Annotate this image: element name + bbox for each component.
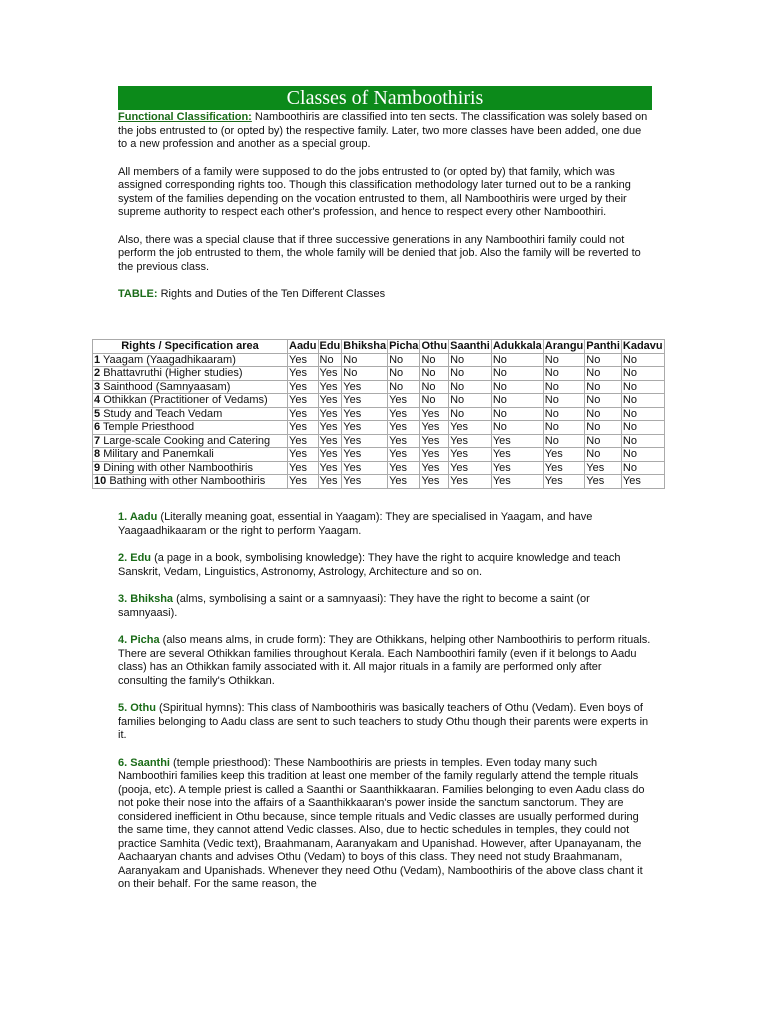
class-item-name: Picha (130, 634, 160, 646)
row-spec-text: Temple Priesthood (102, 421, 195, 433)
class-item-text: (a page in a book, symbolising knowledge): They have the right to acquire knowledge and teach Sanskrit, Vedam, Linguistics, Astronomy, Astrology, Architecture and so on. (118, 552, 621, 578)
header-saanthi: Saanthi (450, 340, 490, 352)
table-cell: No (621, 394, 664, 408)
table-cell: No (491, 367, 543, 381)
class-item (118, 702, 652, 743)
class-item (118, 757, 652, 892)
table-cell: No (388, 380, 420, 394)
table-row (93, 434, 665, 448)
table-cell: Yes (449, 421, 492, 435)
table-cell: Yes (543, 448, 585, 462)
table-cell: Yes (318, 380, 342, 394)
document-page (118, 86, 652, 302)
table-cell: Yes (388, 475, 420, 489)
table-cell: Yes (318, 367, 342, 381)
row-number: 3 (94, 380, 101, 393)
table-cell: No (543, 353, 585, 367)
table-body (93, 353, 665, 488)
table-cell: No (585, 367, 622, 381)
table-row (93, 461, 665, 475)
paragraph-special-clause: Also, there was a special clause that if three successive generations in any Namboothiri family could not perform the job entrusted to them, the whole family will be denied that job. Also the family will be reverted to the previous class. (118, 233, 641, 273)
table-cell: Yes (342, 448, 388, 462)
table-cell: No (342, 353, 388, 367)
table-cell: Yes (449, 475, 492, 489)
intro-paragraph (118, 111, 652, 152)
table-cell: No (585, 394, 622, 408)
page-title: Classes of Namboothiris (118, 86, 652, 110)
table-cell: Yes (420, 475, 449, 489)
table-cell: No (621, 434, 664, 448)
row-spec (93, 421, 288, 435)
table-cell: No (585, 421, 622, 435)
table-cell: No (585, 353, 622, 367)
table-cell: No (491, 394, 543, 408)
table-cell: Yes (449, 461, 492, 475)
row-spec-text: Dining with other Namboothiris (103, 461, 253, 474)
class-item-number: 5. (118, 702, 128, 714)
table-cell: Yes (585, 475, 622, 489)
class-item-number: 6. (118, 756, 128, 769)
class-item-heading (118, 634, 160, 646)
class-item (118, 552, 652, 579)
table-cell: Yes (318, 461, 342, 475)
class-item (118, 593, 652, 620)
class-item-text: (also means alms, in crude form): They are Othikkans, helping other Namboothiris to perform rituals. There are several Othikkan families throughout Kerala. Each Namboothiri family (even if it belongs to Aadu class) has an Othikkan family associated with it. All major rituals in a family are performed only after consulting the family's Othikkan. (118, 634, 651, 687)
table-cell: No (585, 380, 622, 394)
table-cell: Yes (288, 475, 319, 489)
table-cell: Yes (288, 434, 319, 448)
row-spec-text: Large-scale Cooking and Catering (103, 434, 271, 447)
table-cell: No (543, 380, 585, 394)
table-cell: Yes (491, 461, 543, 475)
table-cell: Yes (420, 407, 449, 421)
table-cell: No (318, 353, 342, 367)
table-cell: Yes (288, 394, 319, 408)
table-caption-text: Rights and Duties of the Ten Different Classes (157, 288, 386, 300)
table-cell: No (621, 353, 664, 367)
row-number: 2 (94, 367, 101, 379)
table-cell: No (543, 367, 585, 381)
table-cell: Yes (318, 475, 342, 489)
table-cell: Yes (342, 421, 388, 435)
class-item-heading (118, 552, 151, 564)
row-number: 4 (94, 394, 101, 406)
class-item-name: Othu (130, 702, 156, 714)
table-cell: Yes (288, 448, 319, 462)
table-cell: No (621, 380, 664, 394)
table-cell: Yes (420, 461, 449, 475)
table-cell: No (543, 407, 585, 421)
class-item-number: 2. (118, 552, 128, 564)
table-cell: No (420, 353, 449, 367)
table-cell: No (491, 380, 543, 394)
table-cell: Yes (388, 434, 420, 448)
row-spec-text: Sainthood (Samnyaasam) (103, 380, 231, 393)
table-cell: No (621, 407, 664, 421)
class-item (118, 511, 652, 538)
table-cell: No (621, 421, 664, 435)
header-edu: Edu (319, 340, 341, 352)
header-spec: Rights / Specification area (93, 340, 288, 354)
row-spec (93, 461, 288, 475)
table-cell: Yes (318, 407, 342, 421)
table-cell: No (420, 367, 449, 381)
table-cell: Yes (491, 475, 543, 489)
class-item-heading (118, 702, 156, 714)
table-cell: Yes (388, 394, 420, 408)
table-cell: Yes (342, 394, 388, 408)
table-cell: No (449, 353, 492, 367)
table-cell: Yes (621, 475, 664, 489)
table-cell: No (342, 367, 388, 381)
class-item (118, 634, 652, 688)
class-item-text: (alms, symbolising a saint or a samnyaasi): They have the right to become a saint (or samnyaasi). (118, 593, 590, 619)
table-cell: No (491, 407, 543, 421)
table-cell: No (543, 434, 585, 448)
class-item-text: (temple priesthood): These Namboothiris are priests in temples. Even today many such Namboothiri families keep this tradition at least one member of the family regularly attend the temple rituals (pooja, etc). A temple priest is called a Saanthi or Saanthikkaaran. Families belonging to even Aadu class do not poke their nose into the affairs of a Saanthikkaaran's power inside the sanctum sanctorum. They are considered inefficient in Othu because, since temple rituals and Vedic classes are usually performed during the same time, they cannot attend Vedic classes. Also, due to hectic schedules in temples, they could not practice Samhita (Vedic text), Braahmanam, Aaranyakam and Upanishad. However, after Upanayanam, the Aachaaryan chants and advises Othu (Vedam) to boys of this class. They need not study Braahmanam, Aaranyakam and Upanishads. Whenever they need Othu (Vedam), Namboothiris of the above class chant it on their behalf. For the same reason, the (118, 756, 645, 890)
row-number: 8 (94, 448, 101, 460)
table-cell: Yes (342, 434, 388, 448)
row-spec-text: Bhattavruthi (Higher studies) (103, 367, 243, 379)
row-number: 7 (94, 434, 101, 447)
row-spec-text: Yaagam (Yaagadhikaaram) (102, 353, 236, 366)
table-cell: Yes (318, 394, 342, 408)
intro-text: Namboothiris are classified into ten sects. The classification was solely based on the jobs entrusted to (or opted by) the respective family. Later, two more classes have been added, one due to a new profession and another as a special group. (118, 111, 648, 150)
header-kadavu: Kadavu (622, 340, 663, 352)
table-cell: Yes (388, 448, 420, 462)
table-cell: Yes (288, 367, 319, 381)
class-item-heading (118, 757, 170, 769)
header-bhiksha: Bhiksha (343, 340, 387, 352)
row-spec-text: Othikkan (Practitioner of Vedams) (103, 394, 268, 406)
row-spec (93, 448, 288, 462)
table-cell: Yes (342, 407, 388, 421)
row-spec (93, 394, 288, 408)
table-cell: Yes (318, 448, 342, 462)
class-item-number: 4. (118, 634, 128, 646)
row-number: 10 (94, 475, 107, 487)
row-spec-text: Military and Panemkali (103, 448, 214, 460)
table-cell: Yes (420, 448, 449, 462)
table-row (93, 353, 665, 367)
row-spec (93, 475, 288, 489)
header-arangu: Arangu (544, 340, 584, 352)
table-row (93, 421, 665, 435)
table-cell: No (543, 421, 585, 435)
class-item-heading (118, 511, 157, 523)
row-spec-text: Study and Teach Vedam (103, 407, 223, 420)
table-cell: Yes (491, 448, 543, 462)
row-spec-text: Bathing with other Namboothiris (109, 475, 266, 487)
header-adukkala: Adukkala (492, 340, 542, 352)
table-row (93, 394, 665, 408)
table-cell: Yes (288, 461, 319, 475)
header-othu: Othu (421, 340, 448, 352)
table-cell: Yes (342, 461, 388, 475)
table-cell: No (621, 448, 664, 462)
row-spec (93, 353, 288, 367)
table-cell: No (491, 421, 543, 435)
table-cell: Yes (420, 421, 449, 435)
table-cell: No (420, 394, 449, 408)
table-cell: Yes (420, 434, 449, 448)
header-aadu: Aadu (289, 340, 317, 352)
table-cell: Yes (449, 448, 492, 462)
class-item-name: Edu (130, 552, 152, 564)
class-item-number: 3. (118, 593, 128, 605)
class-descriptions (118, 511, 652, 906)
header-panthi: Panthi (586, 340, 620, 352)
intro-label: Functional Classification: (118, 111, 252, 123)
class-item-number: 1. (118, 511, 128, 523)
class-item-name: Aadu (129, 511, 158, 523)
table-cell: Yes (543, 461, 585, 475)
row-spec (93, 367, 288, 381)
row-number: 6 (94, 421, 101, 433)
table-cell: Yes (585, 461, 622, 475)
header-picha: Picha (389, 340, 419, 352)
table-row (93, 448, 665, 462)
table-header-row (93, 340, 665, 354)
table-cell: Yes (288, 407, 319, 421)
table-cell: Yes (543, 475, 585, 489)
table-cell: Yes (288, 421, 319, 435)
rights-table (92, 339, 665, 489)
table-cell: Yes (288, 380, 319, 394)
class-item-text: (Literally meaning goat, essential in Yaagam): They are specialised in Yaagam, and have Yaagaadhikaaram or the right to perform Yaagam. (118, 511, 593, 537)
table-cell: Yes (388, 461, 420, 475)
table-cell: No (420, 380, 449, 394)
table-cell: Yes (449, 434, 492, 448)
table-cell: No (388, 353, 420, 367)
table-row (93, 475, 665, 489)
table-cell: No (449, 407, 492, 421)
row-spec (93, 407, 288, 421)
table-cell: No (449, 367, 492, 381)
class-item-heading (118, 593, 173, 605)
table-cell: Yes (288, 353, 319, 367)
class-item-name: Bhiksha (130, 593, 174, 605)
table-cell: Yes (318, 434, 342, 448)
class-item-text: (Spiritual hymns): This class of Namboothiris was basically teachers of Othu (Vedam). Even boys of families belonging to Aadu class are sent to such teachers to study Othu though their parents were experts in it. (118, 702, 649, 741)
table-cell: No (388, 367, 420, 381)
table-cell: No (491, 353, 543, 367)
paragraph-members: All members of a family were supposed to do the jobs entrusted to (or opted by) that family, which was assigned corresponding rights too. Though this classification methodology later turned out to be a ranking system of the families depending on the vocation entrusted to them, all Namboothiris were urged by their supreme authority to respect each other's profession, and hence to respect every other Namboothiri. (118, 165, 631, 218)
table-cell: No (585, 448, 622, 462)
row-number: 9 (94, 461, 101, 474)
table-cell: Yes (342, 380, 388, 394)
table-cell: No (621, 367, 664, 381)
table-caption (118, 288, 652, 302)
table-cell: No (585, 407, 622, 421)
row-number: 5 (94, 407, 101, 420)
table-row (93, 407, 665, 421)
class-item-name: Saanthi (130, 756, 170, 769)
table-cell: Yes (318, 421, 342, 435)
table-cell: Yes (491, 434, 543, 448)
table-cell: No (585, 434, 622, 448)
row-spec (93, 380, 288, 394)
table-cell: No (449, 380, 492, 394)
table-cell: Yes (388, 421, 420, 435)
table-cell: No (449, 394, 492, 408)
table-cell: No (543, 394, 585, 408)
table-row (93, 380, 665, 394)
row-spec (93, 434, 288, 448)
table-cell: No (621, 461, 664, 475)
table-cell: Yes (342, 475, 388, 489)
table-cell: Yes (388, 407, 420, 421)
row-number: 1 (94, 353, 101, 366)
table-row (93, 367, 665, 381)
table-caption-label: TABLE: (118, 288, 158, 300)
